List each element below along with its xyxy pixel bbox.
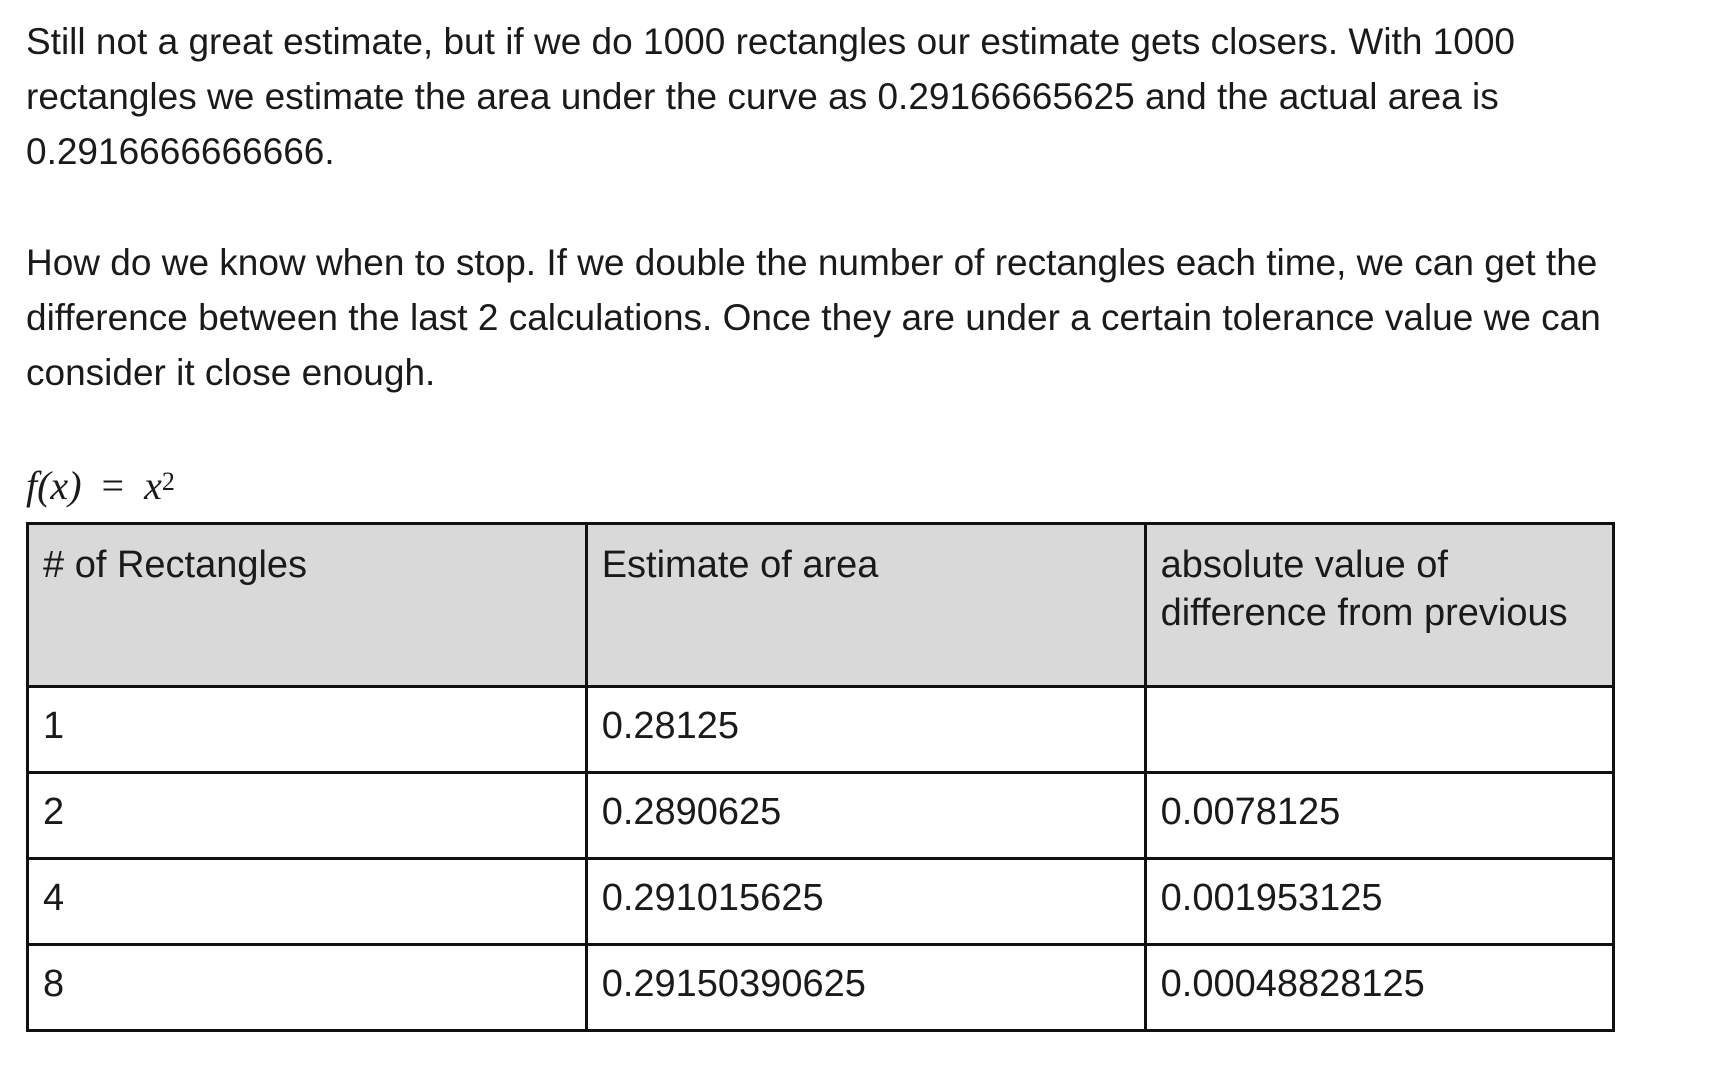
formula-lhs: f(x) [26,463,82,508]
cell-estimate: 0.2890625 [586,773,1145,859]
table-header-row [28,524,1614,687]
cell-rectangles: 4 [28,859,587,945]
formula-exponent: 2 [161,467,175,496]
cell-rectangles: 2 [28,773,587,859]
paragraph-rectangles-estimate: Still not a great estimate, but if we do 1000 rectangles our estimate gets closers. With 1000 rectangles we estimate the area under the curve as 0.29166665625 and the actual area is 0.2916666666666. [26,21,1515,172]
formula-base: x [144,463,162,508]
cell-difference [1145,687,1613,773]
cell-rectangles: 8 [28,945,587,1031]
cell-difference: 0.001953125 [1145,859,1613,945]
table-row [28,859,1614,945]
header-estimate: Estimate of area [586,524,1145,687]
cell-estimate: 0.29150390625 [586,945,1145,1031]
table-row [28,773,1614,859]
header-difference: absolute value of difference from previous [1145,524,1613,687]
header-rectangles: # of Rectangles [28,524,587,687]
cell-rectangles: 1 [28,687,587,773]
cell-estimate: 0.28125 [586,687,1145,773]
document-page [26,14,1706,1032]
table-row [28,945,1614,1031]
estimates-table [26,522,1615,1032]
cell-difference: 0.0078125 [1145,773,1613,859]
paragraph-when-to-stop: How do we know when to stop. If we double the number of rectangles each time, we can get the difference between the last 2 calculations. Once they are under a certain tolerance value we can consider it close enough. [26,242,1601,393]
cell-difference: 0.00048828125 [1145,945,1613,1031]
function-formula [26,464,1706,506]
table-row [28,687,1614,773]
cell-estimate: 0.291015625 [586,859,1145,945]
formula-equals: = [101,463,125,508]
